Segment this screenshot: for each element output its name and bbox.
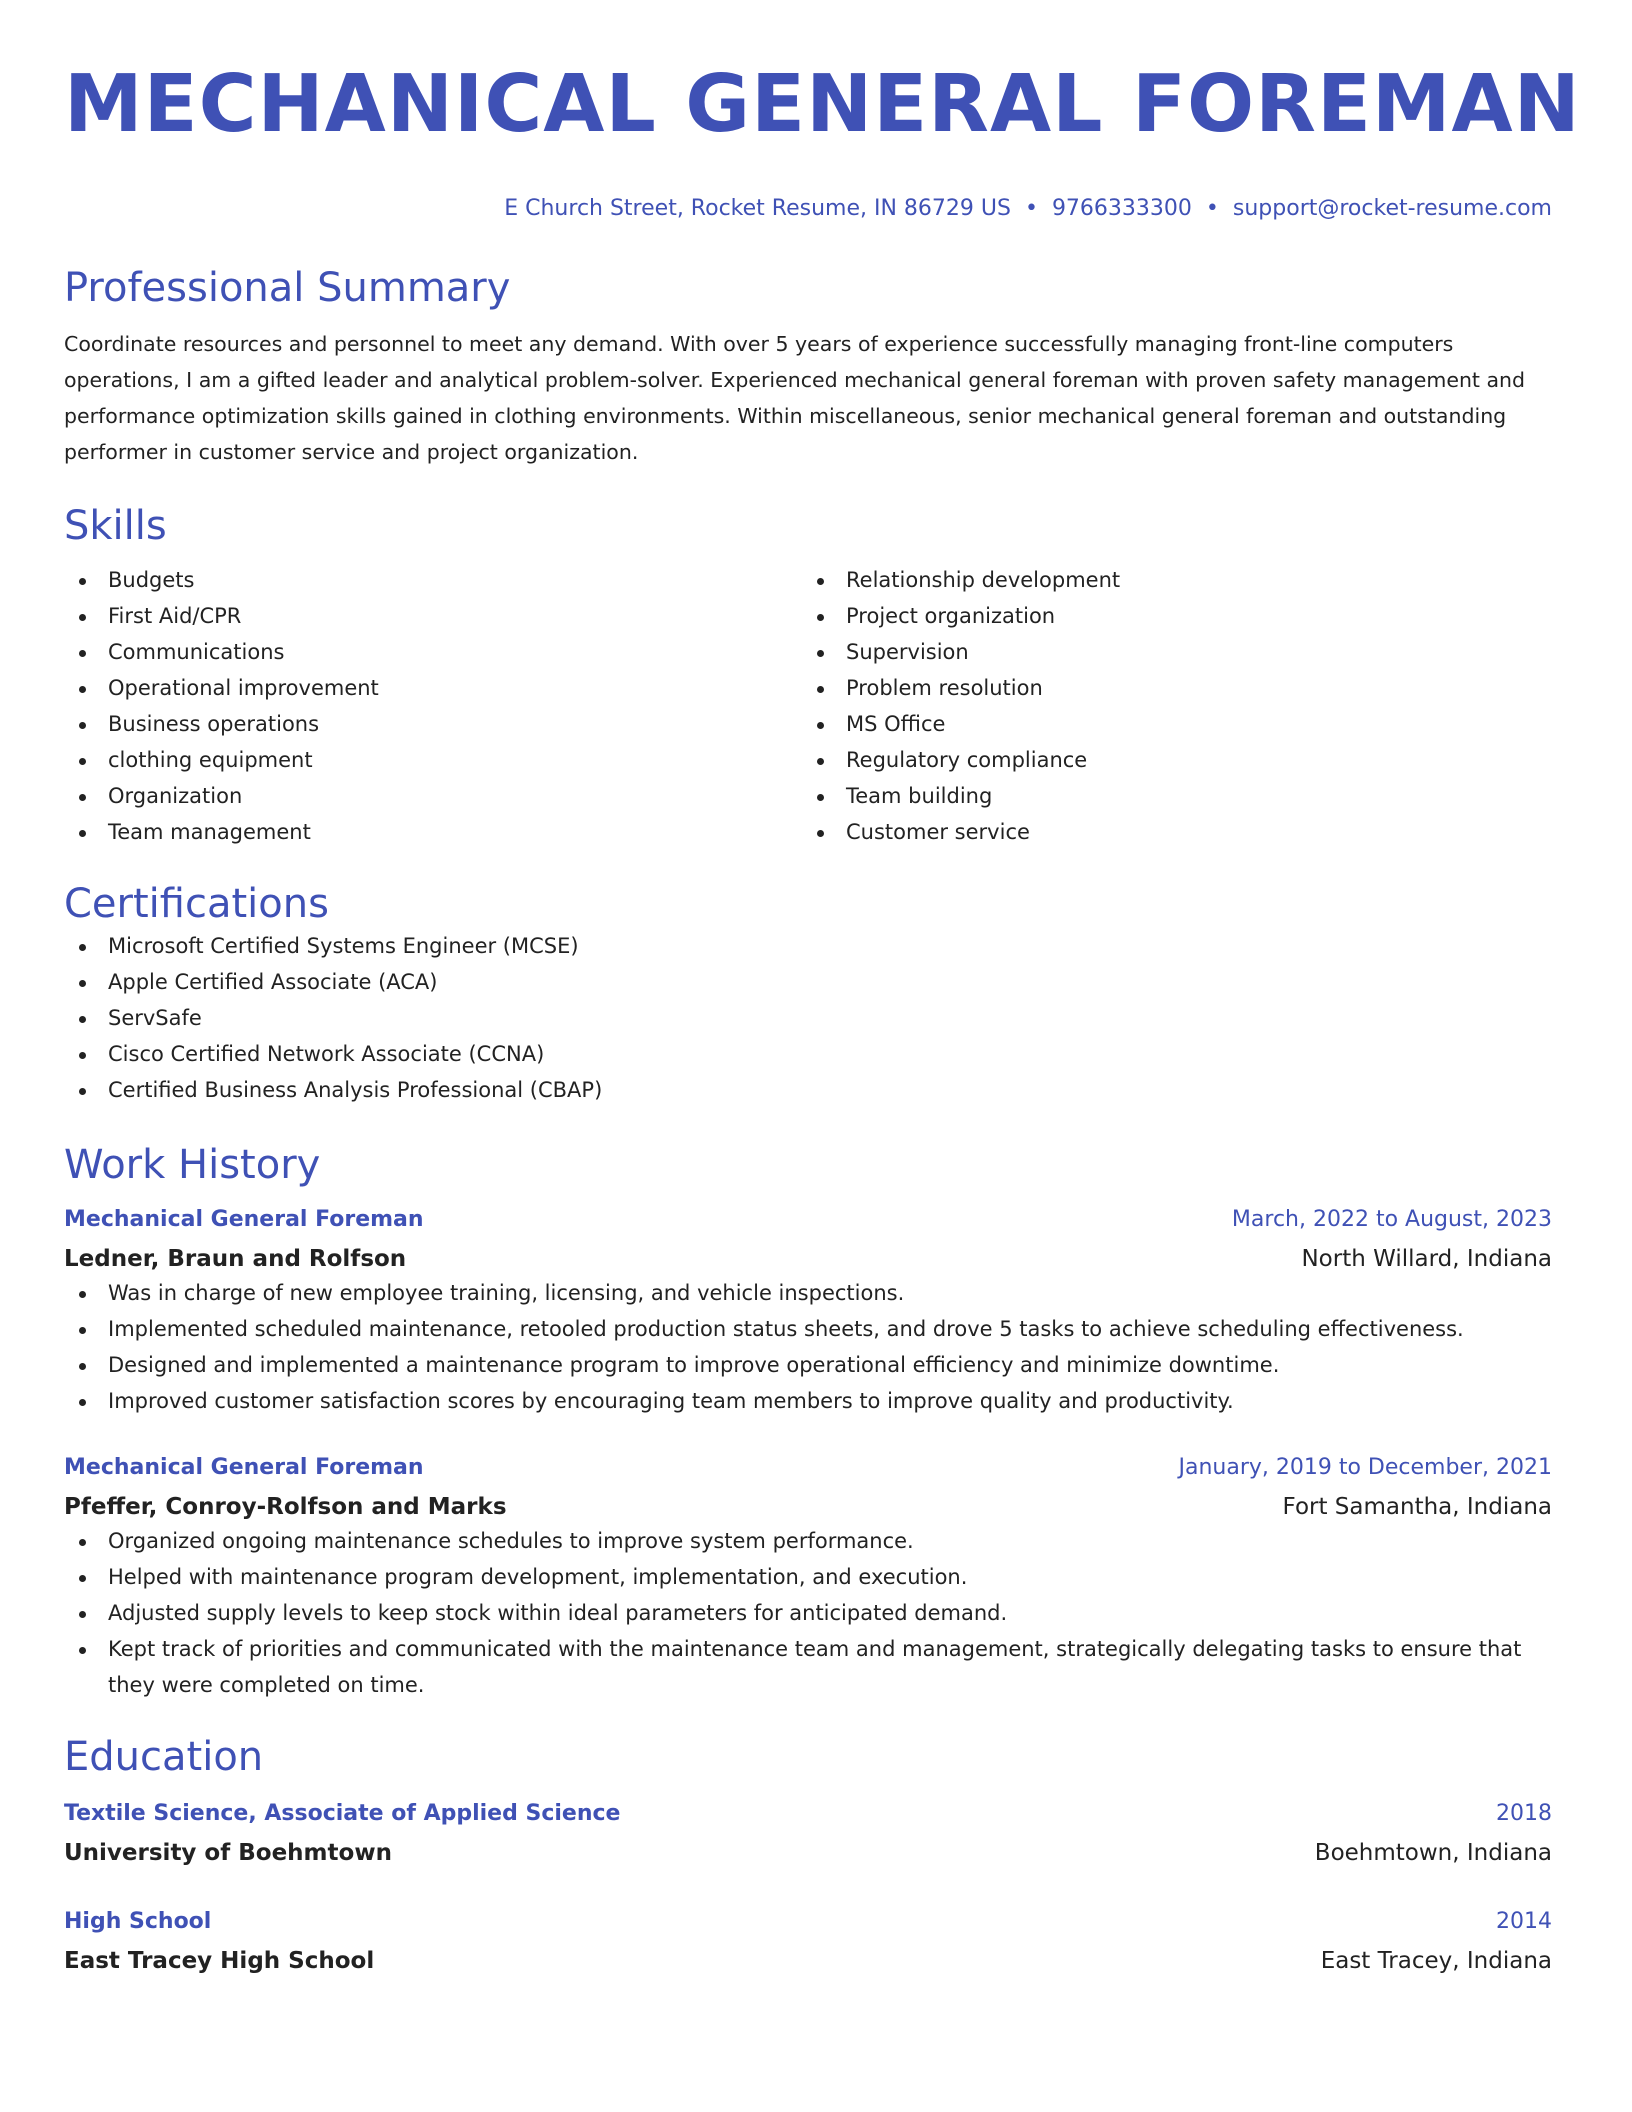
bullet-icon xyxy=(79,1539,86,1546)
certification-item xyxy=(64,1072,1552,1108)
skill-item-text: Business operations xyxy=(108,712,320,736)
bullet-icon xyxy=(817,794,824,801)
skills-columns xyxy=(64,562,1552,850)
duty-item-text: Organized ongoing maintenance schedules to improve system performance. xyxy=(108,1529,914,1553)
skill-item xyxy=(64,814,802,850)
bullet-icon xyxy=(79,722,86,729)
bullet-icon xyxy=(79,1016,86,1023)
duty-item xyxy=(64,1559,1552,1595)
skill-item xyxy=(802,634,1540,670)
candidate-name: MECHANICAL GENERAL FOREMAN xyxy=(64,58,1581,150)
skill-item-text: Supervision xyxy=(846,640,969,664)
duty-item xyxy=(64,1631,1552,1703)
duty-item-text: Was in charge of new employee training, licensing, and vehicle inspections. xyxy=(108,1281,905,1305)
bullet-icon xyxy=(79,1088,86,1095)
job-company: Pfeffer, Conroy-Rolfson and Marks xyxy=(64,1494,507,1520)
skill-item-text: Communications xyxy=(108,640,285,664)
job-title-row xyxy=(64,1453,1552,1483)
education-degree: Textile Science, Associate of Applied Science xyxy=(64,1801,621,1826)
education-year: 2018 xyxy=(1496,1801,1552,1826)
skill-item xyxy=(64,598,802,634)
duty-item-text: Improved customer satisfaction scores by encouraging team members to improve quality and productivity. xyxy=(108,1389,1234,1413)
work-history-heading: Work History xyxy=(64,1142,321,1188)
education-year: 2014 xyxy=(1496,1909,1552,1934)
summary-text: Coordinate resources and personnel to meet any demand. With over 5 years of experience successfully managing front-line computers operations, I am a gifted leader and analytical problem-solver. Experienced mechanical general foreman with proven safety management and performance optimization skills gained in clothing environments. Within miscellaneous, senior mechanical general foreman and outstanding performer in customer service and project organization. xyxy=(64,332,1526,464)
bullet-icon xyxy=(79,650,86,657)
certification-item xyxy=(64,964,1552,1000)
skill-item-text: MS Office xyxy=(846,712,946,736)
bullet-icon xyxy=(79,686,86,693)
bullet-icon xyxy=(79,794,86,801)
job-title: Mechanical General Foreman xyxy=(64,1455,424,1480)
skills-list-left xyxy=(64,562,802,850)
certifications-list xyxy=(64,928,1552,1108)
bullet-icon xyxy=(79,1611,86,1618)
education-entry xyxy=(64,1907,1552,1977)
job-title-row xyxy=(64,1205,1552,1235)
skill-item xyxy=(802,742,1540,778)
skill-item xyxy=(64,706,802,742)
education-location: East Tracey, Indiana xyxy=(1320,1948,1552,1974)
contact-separator: • xyxy=(1205,196,1219,221)
education-school-row xyxy=(64,1837,1552,1869)
job-location: North Willard, Indiana xyxy=(1301,1246,1552,1272)
job-dates: January, 2019 to December, 2021 xyxy=(1178,1455,1552,1480)
bullet-icon xyxy=(79,1575,86,1582)
duty-item-text: Implemented scheduled maintenance, retooled production status sheets, and drove 5 tasks to achieve scheduling effectiveness. xyxy=(108,1317,1464,1341)
skills-heading: Skills xyxy=(64,503,167,549)
education-degree-row xyxy=(64,1907,1552,1937)
duty-item xyxy=(64,1595,1552,1631)
duty-item xyxy=(64,1275,1552,1311)
certification-item-text: ServSafe xyxy=(108,1006,202,1030)
bullet-icon xyxy=(817,578,824,585)
duty-item xyxy=(64,1347,1552,1383)
bullet-icon xyxy=(79,578,86,585)
certification-item-text: Cisco Certified Network Associate (CCNA) xyxy=(108,1042,545,1066)
contact-line xyxy=(64,194,1552,224)
bullet-icon xyxy=(817,614,824,621)
bullet-icon xyxy=(79,980,86,987)
duty-item-text: Designed and implemented a maintenance program to improve operational efficiency and minimize downtime. xyxy=(108,1353,1280,1377)
duty-item-text: Helped with maintenance program development, implementation, and execution. xyxy=(108,1565,968,1589)
education-school-row xyxy=(64,1945,1552,1977)
contact-email: support@rocket-resume.com xyxy=(1232,196,1552,221)
bullet-icon xyxy=(79,1327,86,1334)
skill-item xyxy=(802,670,1540,706)
certification-item-text: Certified Business Analysis Professional (CBAP) xyxy=(108,1078,603,1102)
skills-list-right xyxy=(802,562,1540,850)
certification-item xyxy=(64,928,1552,964)
bullet-icon xyxy=(79,1052,86,1059)
certification-item-text: Apple Certified Associate (ACA) xyxy=(108,970,438,994)
bullet-icon xyxy=(79,758,86,765)
bullet-icon xyxy=(817,686,824,693)
job-entry xyxy=(64,1205,1552,1419)
education-school: East Tracey High School xyxy=(64,1948,375,1974)
duty-item xyxy=(64,1383,1552,1419)
job-entry xyxy=(64,1453,1552,1703)
certifications-heading: Certifications xyxy=(64,881,329,927)
bullet-icon xyxy=(817,758,824,765)
education-location: Boehmtown, Indiana xyxy=(1314,1840,1552,1866)
education-degree: High School xyxy=(64,1909,212,1934)
certification-item xyxy=(64,1036,1552,1072)
education-degree-row xyxy=(64,1799,1552,1829)
skill-item xyxy=(64,562,802,598)
skill-item xyxy=(64,742,802,778)
certification-item xyxy=(64,1000,1552,1036)
contact-phone: 9766333300 xyxy=(1051,196,1192,221)
skill-item-text: clothing equipment xyxy=(108,748,313,772)
skill-item xyxy=(64,634,802,670)
skill-item-text: Team building xyxy=(846,784,993,808)
education-school: University of Boehmtown xyxy=(64,1840,392,1866)
job-company-row xyxy=(64,1243,1552,1275)
job-title: Mechanical General Foreman xyxy=(64,1207,424,1232)
skill-item xyxy=(802,814,1540,850)
skill-item xyxy=(64,778,802,814)
duty-item xyxy=(64,1311,1552,1347)
contact-separator: • xyxy=(1024,196,1038,221)
bullet-icon xyxy=(79,830,86,837)
duty-item-text: Adjusted supply levels to keep stock within ideal parameters for anticipated demand. xyxy=(108,1601,1008,1625)
skill-item xyxy=(802,706,1540,742)
bullet-icon xyxy=(817,830,824,837)
job-duties xyxy=(64,1275,1552,1419)
skill-item xyxy=(64,670,802,706)
bullet-icon xyxy=(79,944,86,951)
skill-item xyxy=(802,598,1540,634)
contact-address: E Church Street, Rocket Resume, IN 86729 US xyxy=(504,196,1011,221)
certification-item-text: Microsoft Certified Systems Engineer (MCSE) xyxy=(108,934,579,958)
bullet-icon xyxy=(79,1399,86,1406)
bullet-icon xyxy=(79,1363,86,1370)
skill-item-text: Project organization xyxy=(846,604,1056,628)
skill-item-text: Relationship development xyxy=(846,568,1121,592)
skill-item-text: Budgets xyxy=(108,568,195,592)
skill-item-text: Regulatory compliance xyxy=(846,748,1088,772)
skill-item-text: Team management xyxy=(108,820,311,844)
summary-heading: Professional Summary xyxy=(64,265,511,311)
job-dates: March, 2022 to August, 2023 xyxy=(1231,1207,1552,1232)
skill-item-text: Customer service xyxy=(846,820,1030,844)
bullet-icon xyxy=(817,722,824,729)
duty-item-text: Kept track of priorities and communicated with the maintenance team and management, strategically delegating tasks to ensure that they were completed on time. xyxy=(108,1637,1522,1697)
bullet-icon xyxy=(79,1647,86,1654)
bullet-icon xyxy=(79,614,86,621)
skill-item xyxy=(802,562,1540,598)
job-company: Ledner, Braun and Rolfson xyxy=(64,1246,407,1272)
bullet-icon xyxy=(79,1291,86,1298)
skill-item xyxy=(802,778,1540,814)
education-heading: Education xyxy=(64,1734,264,1780)
education-entry xyxy=(64,1799,1552,1869)
skill-item-text: Problem resolution xyxy=(846,676,1043,700)
skill-item-text: Operational improvement xyxy=(108,676,379,700)
skill-item-text: First Aid/CPR xyxy=(108,604,242,628)
skill-item-text: Organization xyxy=(108,784,243,808)
job-duties xyxy=(64,1523,1552,1703)
bullet-icon xyxy=(817,650,824,657)
job-location: Fort Samantha, Indiana xyxy=(1282,1494,1552,1520)
job-company-row xyxy=(64,1491,1552,1523)
duty-item xyxy=(64,1523,1552,1559)
